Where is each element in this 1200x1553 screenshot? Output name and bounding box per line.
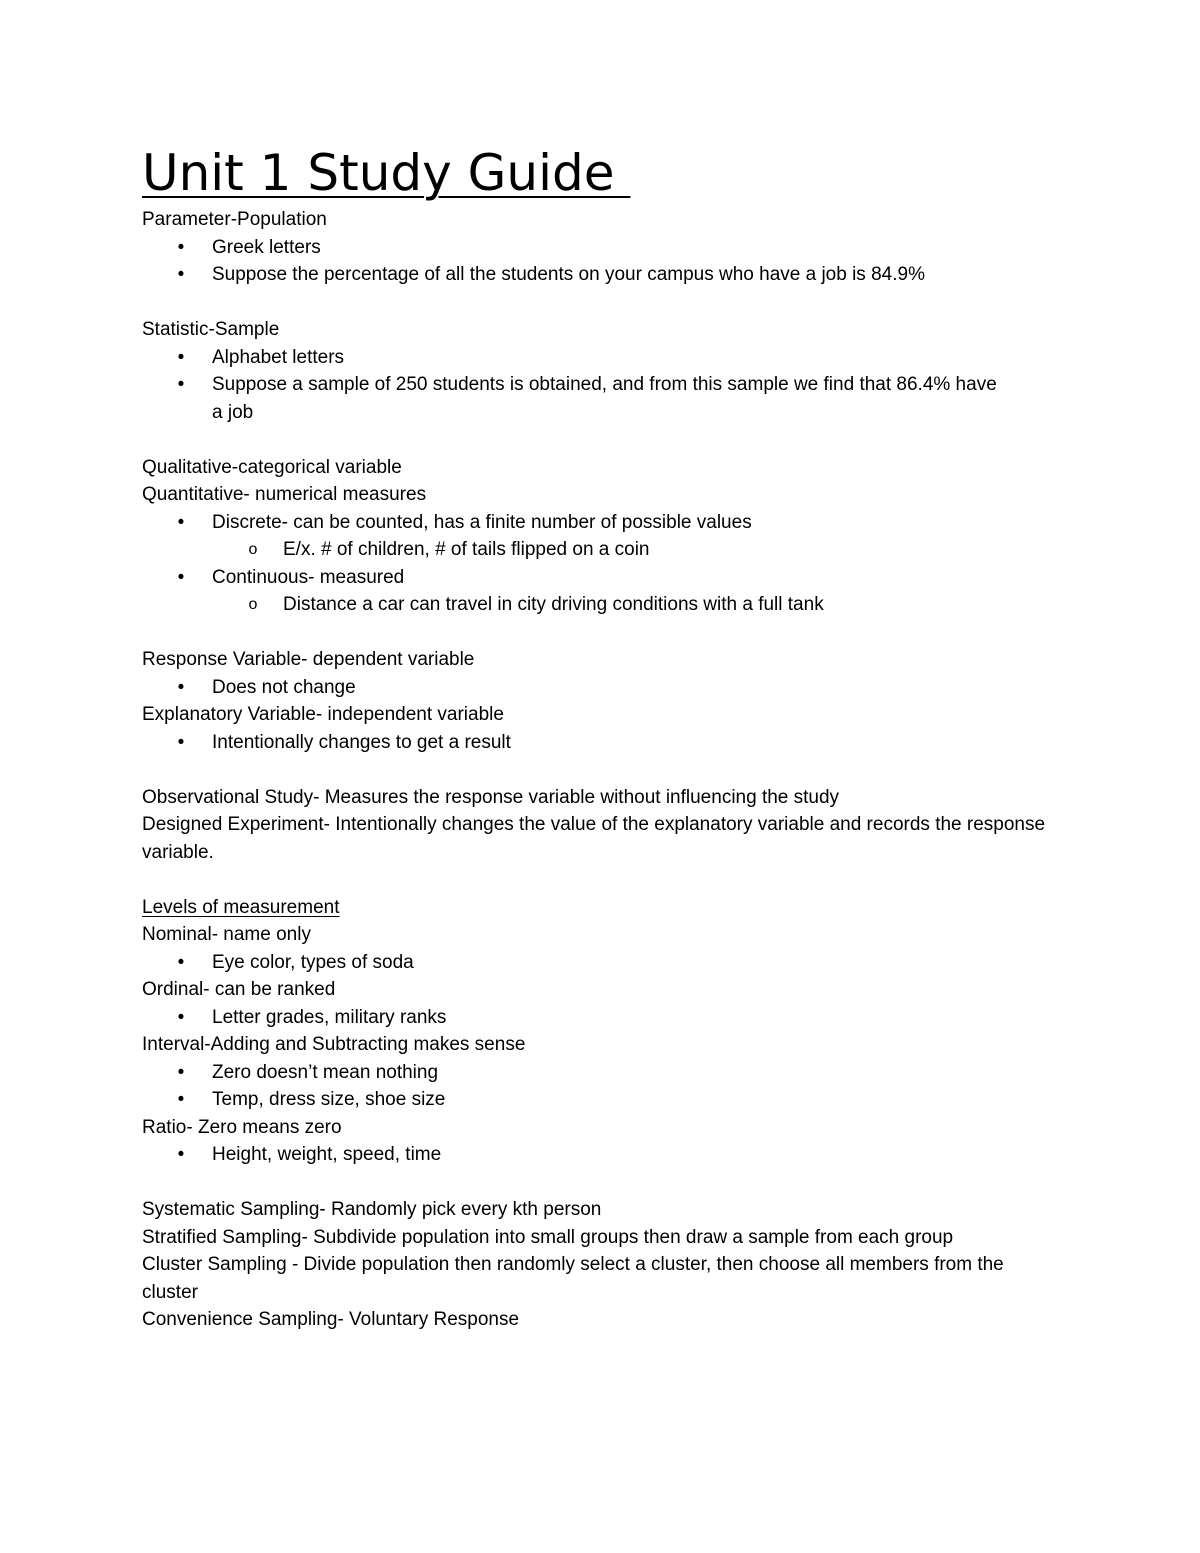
list-item	[142, 234, 1062, 262]
list-item	[142, 371, 1012, 426]
list-item	[142, 509, 1062, 537]
ordinal-line: Ordinal- can be ranked	[142, 979, 336, 1000]
spacer	[142, 426, 1062, 454]
spacer	[142, 289, 1062, 317]
systematic-sampling-line: Systematic Sampling- Randomly pick every kth person	[142, 1199, 602, 1220]
spacer	[142, 1169, 1062, 1197]
bullet-icon: •	[177, 511, 185, 533]
list-item-text: Suppose a sample of 250 students is obtained, and from this sample we find that 86.4% have a job	[212, 374, 997, 423]
sub-list-item-text: E/x. # of children, # of tails flipped on a coin	[283, 539, 650, 560]
ratio-line: Ratio- Zero means zero	[142, 1116, 342, 1138]
explanatory-variable-line: Explanatory Variable- independent variable	[142, 704, 504, 725]
list-item	[142, 1086, 1062, 1114]
list-item	[142, 1004, 1062, 1032]
bullet-icon: •	[177, 346, 185, 368]
bullet-icon: •	[177, 374, 185, 395]
list-item-text: Does not change	[212, 676, 356, 698]
list-item-text: Eye color, types of soda	[212, 951, 414, 973]
list-item-text: Discrete- can be counted, has a finite number of possible values	[212, 511, 752, 533]
list-item	[142, 949, 1062, 977]
circle-bullet-icon: o	[248, 596, 258, 613]
spacer	[142, 619, 1062, 647]
qualitative-line: Qualitative-categorical variable	[142, 456, 402, 478]
parameter-heading: Parameter-Population	[142, 209, 327, 230]
list-item	[142, 261, 1062, 289]
bullet-icon: •	[177, 1061, 185, 1083]
spacer	[142, 756, 1062, 784]
sub-list-item-text: Distance a car can travel in city driving conditions with a full tank	[283, 594, 824, 615]
list-item	[142, 1141, 1062, 1169]
bullet-icon: •	[177, 566, 185, 588]
statistic-heading: Statistic-Sample	[142, 319, 280, 340]
list-item	[142, 674, 1062, 702]
list-item-text: Greek letters	[212, 236, 321, 258]
list-item-text: Suppose the percentage of all the students on your campus who have a job is 84.9%	[212, 264, 925, 285]
list-item-text: Letter grades, military ranks	[212, 1006, 447, 1028]
sub-list-item	[142, 536, 1062, 564]
list-item-text: Alphabet letters	[212, 346, 345, 368]
document-page	[142, 140, 1062, 1334]
bullet-icon: •	[177, 1144, 185, 1165]
interval-line: Interval-Adding and Subtracting makes sense	[142, 1034, 526, 1055]
bullet-icon: •	[177, 236, 185, 258]
bullet-icon: •	[177, 731, 185, 753]
nominal-line: Nominal- name only	[142, 924, 311, 945]
sub-list-item	[142, 591, 1062, 619]
list-item	[142, 564, 1062, 592]
stratified-sampling-line: Stratified Sampling- Subdivide population into small groups then draw a sample from each group	[142, 1226, 954, 1248]
convenience-sampling-line: Convenience Sampling- Voluntary Response	[142, 1309, 520, 1330]
list-item	[142, 729, 1062, 757]
bullet-icon: •	[177, 264, 185, 285]
list-item	[142, 1059, 1062, 1087]
spacer	[142, 866, 1062, 894]
list-item	[142, 344, 1062, 372]
list-item-text: Intentionally changes to get a result	[212, 731, 511, 753]
designed-experiment-line: Designed Experiment- Intentionally changes the value of the explanatory variable and records the response variable.	[142, 814, 1046, 863]
bullet-icon: •	[177, 1006, 185, 1028]
response-variable-line: Response Variable- dependent variable	[142, 649, 475, 670]
quantitative-line: Quantitative- numerical measures	[142, 484, 427, 505]
list-item-text: Zero doesn’t mean nothing	[212, 1061, 439, 1083]
bullet-icon: •	[177, 676, 185, 698]
bullet-icon: •	[177, 1089, 185, 1110]
list-item-text: Continuous- measured	[212, 566, 405, 588]
list-item-text: Temp, dress size, shoe size	[212, 1089, 446, 1110]
page-title: Unit 1 Study Guide	[142, 144, 631, 202]
levels-heading: Levels of measurement	[142, 896, 340, 918]
cluster-sampling-line: Cluster Sampling - Divide population then randomly select a cluster, then choose all members from the cluster	[142, 1254, 1004, 1303]
bullet-icon: •	[177, 951, 185, 973]
observational-study-line: Observational Study- Measures the response variable without influencing the study	[142, 786, 840, 808]
list-item-text: Height, weight, speed, time	[212, 1144, 442, 1165]
circle-bullet-icon: o	[248, 541, 258, 558]
